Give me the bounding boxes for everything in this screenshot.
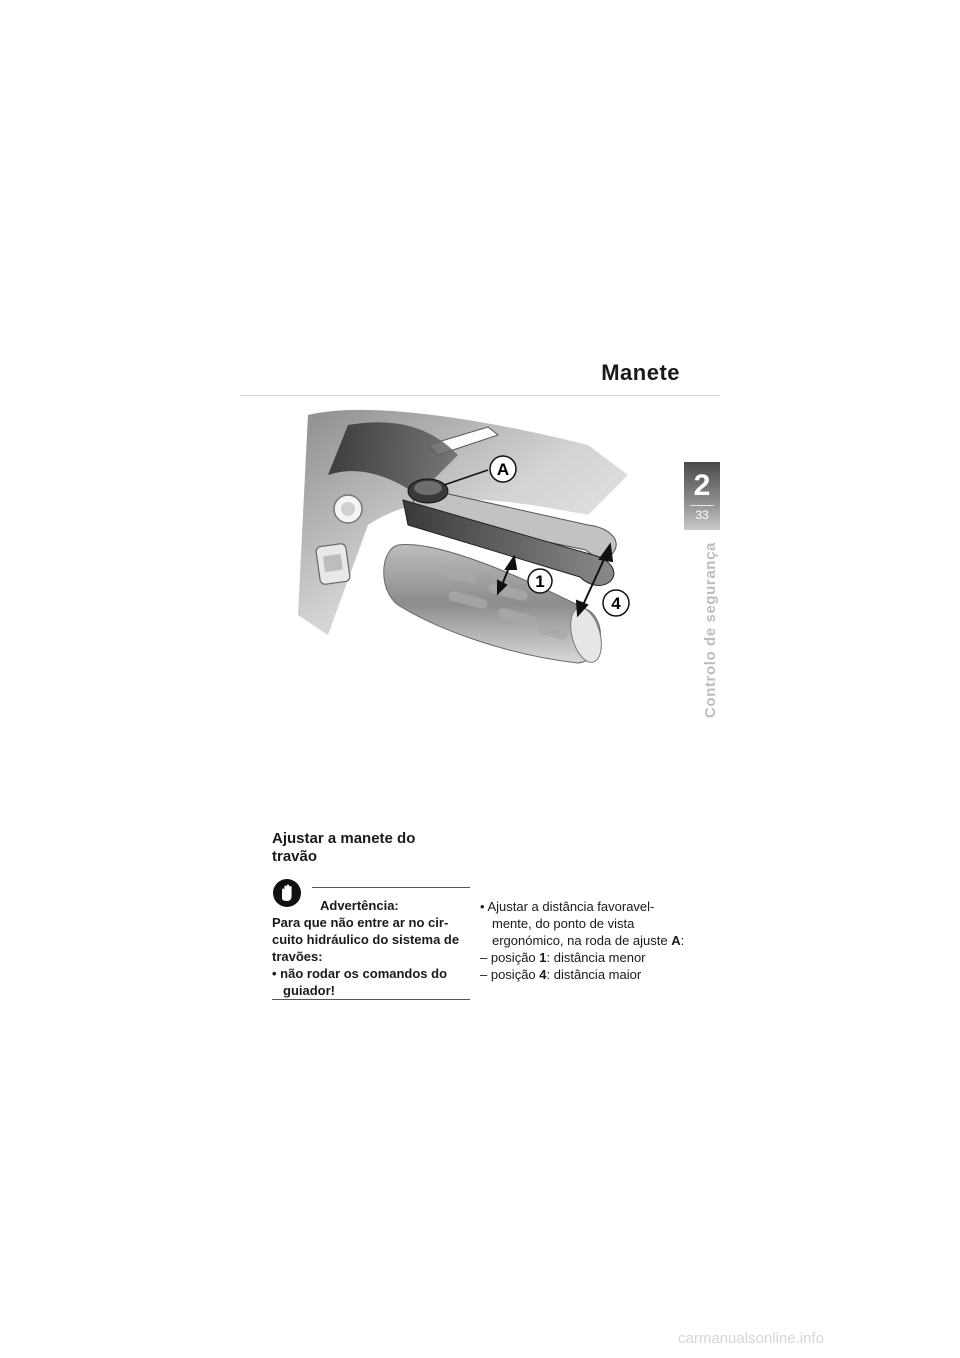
- callout-1: 1: [535, 572, 545, 591]
- warning-text: Para que não entre ar no cir-cuito hidráulico do sistema de travões:: [272, 915, 460, 964]
- section-heading: Ajustar a manete do travão: [272, 830, 416, 865]
- warning-hand-icon: [272, 878, 302, 908]
- warning-rule-bottom: [272, 999, 470, 1000]
- item-text: : distância maior: [546, 967, 642, 982]
- item-prefix: posição: [490, 967, 536, 982]
- item-prefix: posição: [490, 950, 536, 965]
- page-title: Manete: [601, 360, 680, 385]
- warning-bullet-text: não rodar os comandos do guiador!: [280, 966, 448, 998]
- title-divider: [240, 395, 720, 396]
- instruction-text: Ajustar a distância favoravel-mente, do ponto de vista ergonómico, na roda de ajuste: [487, 899, 668, 948]
- instruction-bullet: • Ajustar a distância favoravel-mente, do ponto de vista ergonómico, na roda de ajuste A:: [480, 899, 685, 948]
- item-ref: 4: [539, 967, 547, 982]
- item-ref: 1: [539, 950, 547, 965]
- page-number: 33: [695, 508, 709, 522]
- instruction-item-max: – posição 4: distância maior: [480, 967, 642, 982]
- callout-a: A: [496, 460, 510, 479]
- warning-label: Advertência:: [320, 898, 399, 913]
- item-text: : distância menor: [546, 950, 646, 965]
- warning-bullet: • não rodar os comandos do guiador!: [272, 966, 448, 998]
- section-label-vertical: Controlo de segurança: [702, 542, 719, 718]
- instruction-ref: A: [671, 933, 681, 948]
- chapter-number: 2: [693, 469, 711, 502]
- chapter-tab-divider: [690, 505, 714, 506]
- warning-body: [272, 914, 470, 999]
- instructions: [480, 898, 690, 983]
- instruction-colon: :: [680, 933, 685, 948]
- warning-rule-top: [312, 887, 470, 888]
- brake-lever-illustration: [288, 405, 668, 685]
- callout-4: 4: [611, 594, 621, 613]
- instruction-item-min: – posição 1: distância menor: [480, 950, 646, 965]
- watermark: carmanualsonline.info: [678, 1330, 824, 1347]
